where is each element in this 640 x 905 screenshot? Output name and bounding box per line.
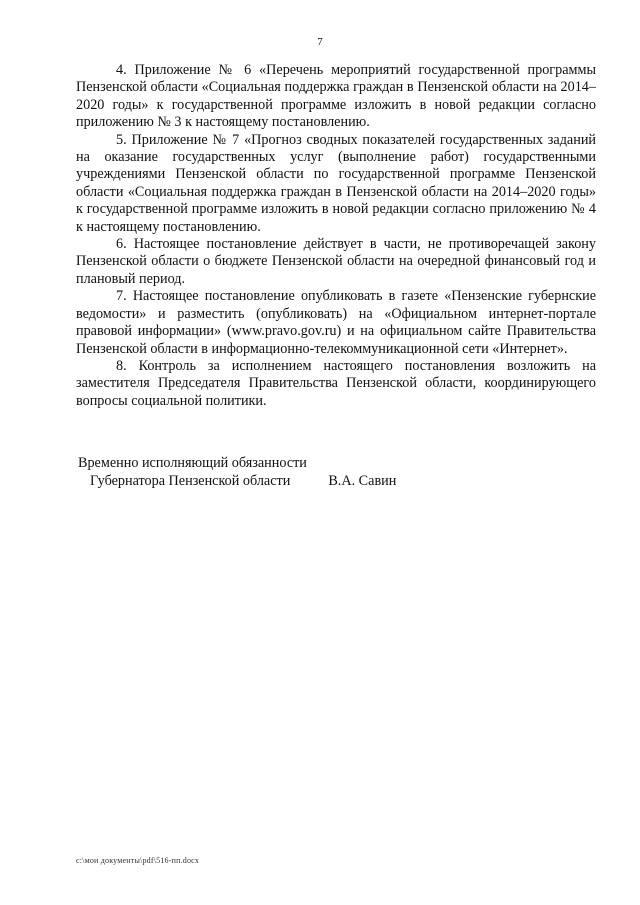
signature-block — [78, 454, 498, 490]
paragraph-item-4: 4. Приложение № 6 «Перечень мероприятий государственной программы Пензенской области «Социальная поддержка граждан в Пензенской области на 2014–2020 годы» к государственной программе изложить в новой редакции согласно приложению № 3 к настоящему постановлению. — [76, 62, 596, 131]
signature-position: Губернатора Пензенской области — [90, 473, 291, 489]
page-number: 7 — [317, 36, 323, 48]
signature-title-line: Временно исполняющий обязанности — [78, 455, 307, 471]
paragraph-item-6: 6. Настоящее постановление действует в части, не противоречащей закону Пензенской области о бюджете Пензенской области на очередной финансовый год и плановый период. — [76, 236, 596, 287]
footer-file-path: c:\мои документы\pdf\516-пп.docx — [76, 856, 200, 865]
paragraph-item-5: 5. Приложение № 7 «Прогноз сводных показателей государственных заданий на оказание государственных услуг (выполнение работ) государственными учреждениями Пензенской области по государственной программе Пензенской области «Социальная поддержка граждан в Пензенской области на 2014–2020 годы» к государственной программе изложить в новой редакции согласно приложению № 4 к настоящему постановлению. — [76, 131, 596, 235]
signature-position-row — [78, 472, 498, 490]
paragraph-item-8: 8. Контроль за исполнением настоящего постановления возложить на заместителя Председателя Правительства Пензенской области, координирующего вопросы социальной политики. — [76, 357, 596, 409]
paragraph-item-7: 7. Настоящее постановление опубликовать в газете «Пензенские губернские ведомости» и разместить (опубликовать) на «Официальном интернет-портале правовой информации» (www.pravo.gov.ru) и на официальном сайте Правительства Пензенской области в информационно-телекоммуникационной сети «Интернет». — [76, 288, 596, 357]
document-body — [76, 62, 596, 410]
signature-name: В.А. Савин — [328, 473, 397, 489]
